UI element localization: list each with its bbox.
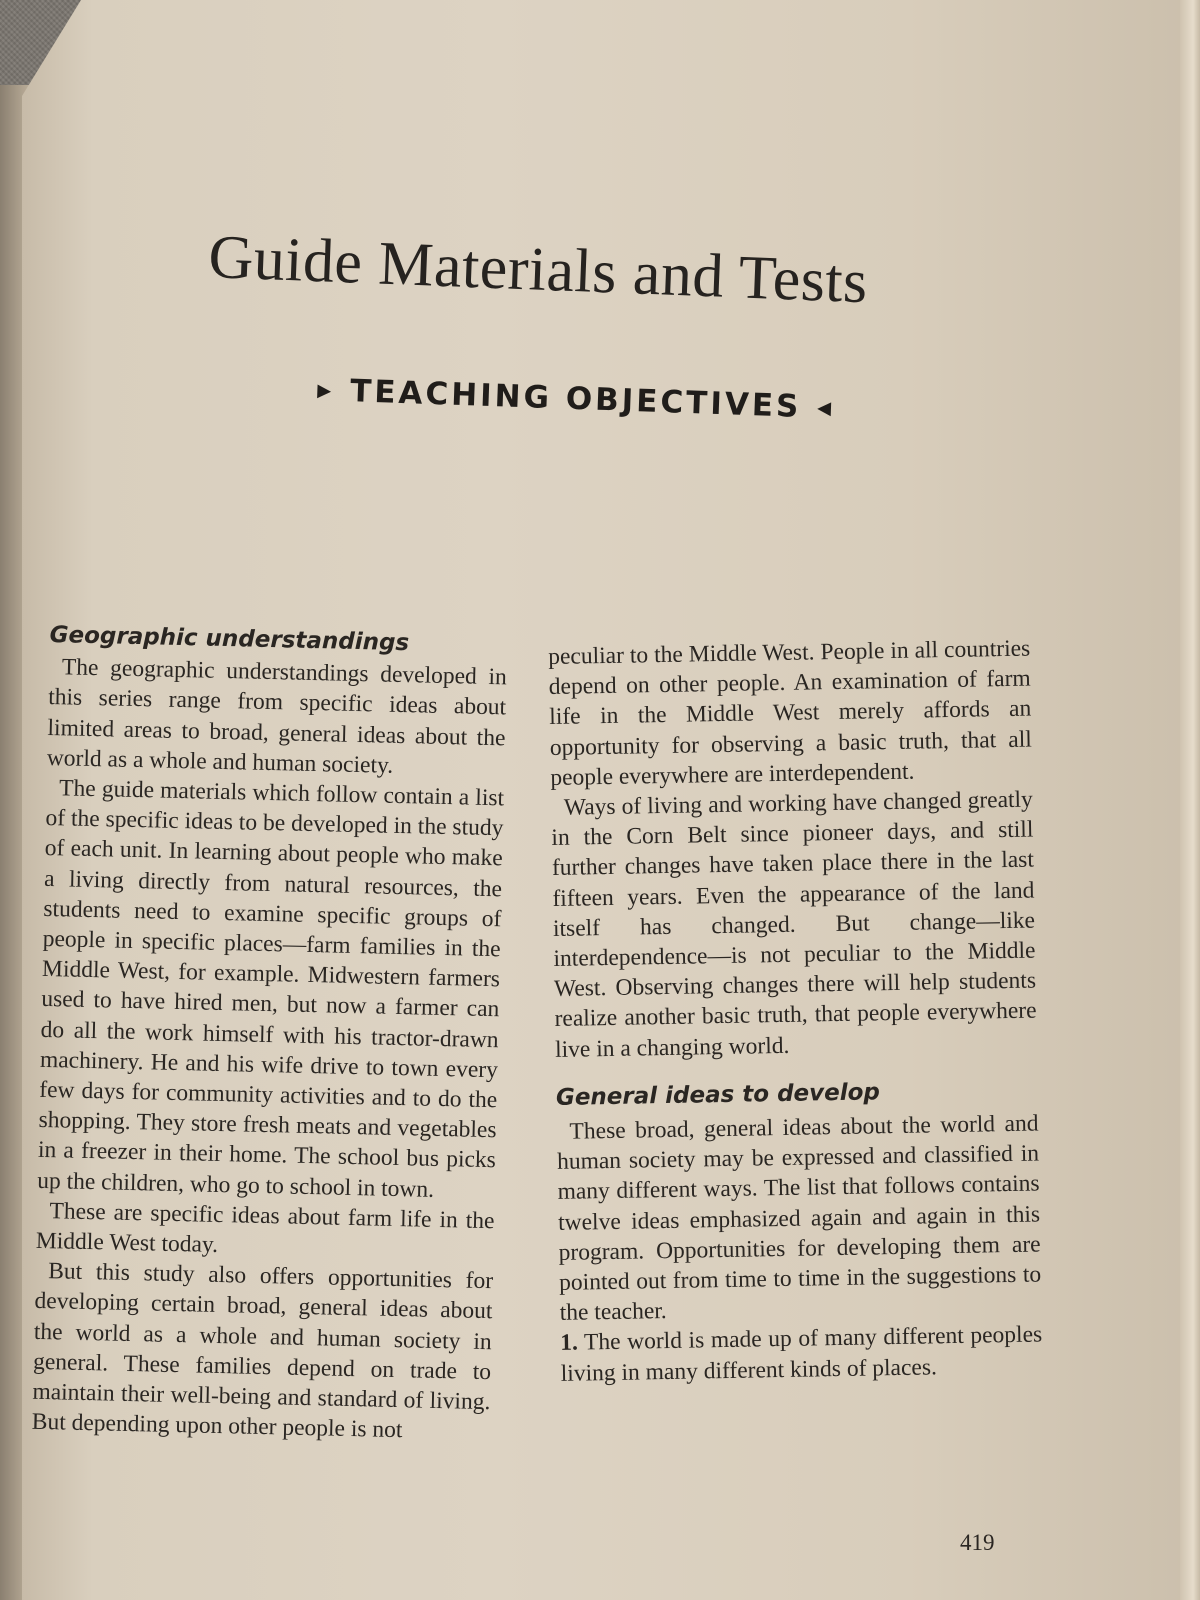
page-title: Guide Materials and Tests xyxy=(207,222,870,317)
left-column-heading: Geographic understandings xyxy=(49,621,410,657)
triangle-left-icon: ◀ xyxy=(816,396,835,419)
list-item xyxy=(560,1320,1043,1389)
page-number: 419 xyxy=(960,1530,995,1555)
left-column xyxy=(31,620,507,1448)
paragraph: But this study also offers opportunities for developing certain broad, general ideas about the world as a whole and human society in general. These families depend on trade to maintain their well-being and standard of living. But depending upon other people is not xyxy=(31,1258,494,1444)
paragraph: These broad, general ideas about the world and human society may be expressed and classified in many different ways. The list that follows contains twelve ideas emphasized again and again in this program. Opportunities for developing them are pointed out from time to time in the suggestions to the teacher. xyxy=(556,1110,1042,1327)
paragraph: These are specific ideas about farm life in the Middle West today. xyxy=(35,1198,495,1259)
page-edge xyxy=(1180,0,1200,1600)
section-heading-text: TEACHING OBJECTIVES xyxy=(349,373,802,425)
triangle-right-icon: ▶ xyxy=(317,379,335,402)
list-item-text: The world is made up of many different peoples living in many different kinds of places. xyxy=(560,1321,1043,1387)
paragraph: The guide materials which follow contain a list of the specific ideas to be developed in the study of each unit. In learning about people who make a living directly from natural resources, the students need to examine specific groups of people in specific places—farm families in the Middle West, for example. Midwestern farmers used to have hired men, but now a farmer can do all the work himself with his tractor-drawn machinery. He and his wife drive to town every few days for community activities and to do the shopping. They store fresh meats and vegetables in a freezer in their home. The school bus picks up the children, who go to school in town. xyxy=(36,775,505,1203)
paragraph: Ways of living and working have changed greatly in the Corn Belt since pioneer days, and still further changes have taken place there in the last fifteen years. Even the appearance of the land itself has changed. But change—like interdependence—is not peculiar to the Middle West. Observing changes there will help students realize another basic truth, that people everywhere live in a changing world. xyxy=(551,786,1037,1063)
list-item-number: 1. xyxy=(560,1330,579,1357)
paragraph: peculiar to the Middle West. People in all countries depend on other people. An examination of farm life in the Middle West merely affords an opportunity for observing a basic truth, that all people everywhere are interdependent. xyxy=(548,635,1032,791)
paragraph: The geographic understandings developed in this series range from specific ideas about limited areas to broad, general ideas about the world as a whole and human society. xyxy=(46,654,508,779)
right-column-heading: General ideas to develop xyxy=(555,1079,881,1111)
right-column xyxy=(548,634,1043,1389)
